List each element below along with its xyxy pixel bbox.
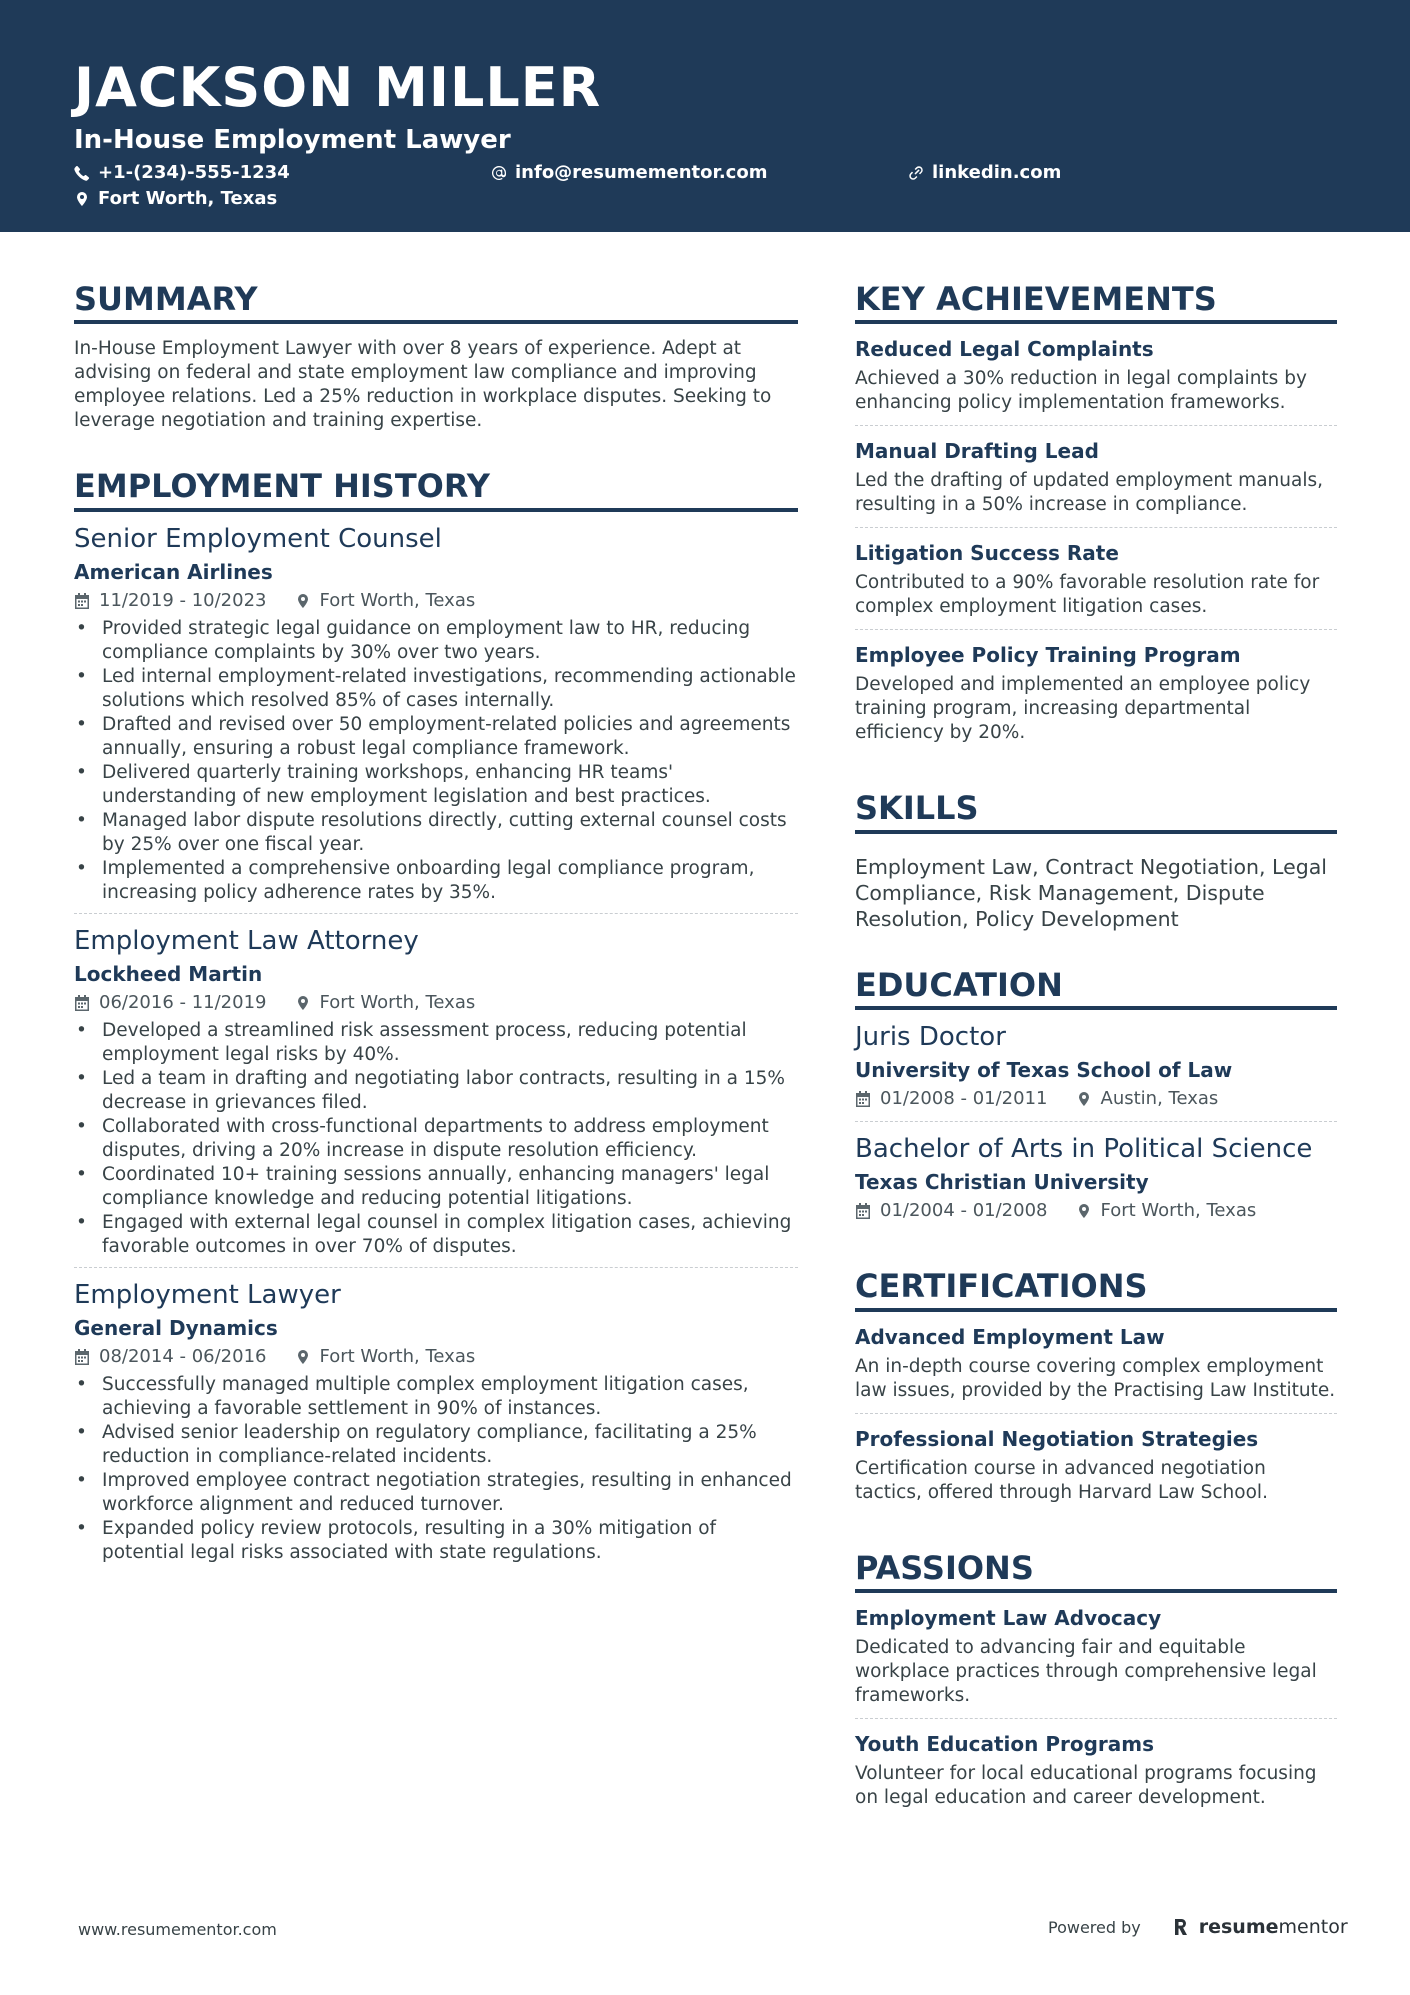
certification-item xyxy=(855,1414,1337,1515)
education-item xyxy=(855,1020,1337,1122)
certification-desc: An in-depth course covering complex employment law issues, provided by the Practising Law Institute. xyxy=(855,1355,1336,1401)
job-bullets xyxy=(74,1373,798,1565)
at-icon xyxy=(491,165,507,181)
job-title: Employment Lawyer xyxy=(74,1279,341,1310)
bullet-item: • Engaged with external legal counsel in complex litigation cases, achieving favorable outcomes in over 70% of disputes. xyxy=(74,1211,798,1259)
certifications-heading: CERTIFICATIONS xyxy=(855,1267,1337,1311)
bullet-item: • Improved employee contract negotiation strategies, resulting in enhanced workforce alignment and reduced turnover. xyxy=(74,1469,798,1517)
job-title: Senior Employment Counsel xyxy=(74,523,442,554)
certification-title: Advanced Employment Law xyxy=(855,1324,1165,1349)
job-dates: 11/2019 - 10/2023 xyxy=(99,589,267,611)
job-meta xyxy=(74,991,798,1015)
brand-name-bold: resume xyxy=(1198,1916,1279,1938)
bullet-item: • Developed a streamlined risk assessment process, reducing potential employment legal risks by 40%. xyxy=(74,1019,798,1067)
education-heading: EDUCATION xyxy=(855,966,1337,1010)
passion-title: Employment Law Advocacy xyxy=(855,1605,1162,1630)
map-pin-icon xyxy=(1076,1091,1092,1107)
job-entry xyxy=(74,522,798,914)
education-meta xyxy=(855,1199,1337,1223)
bullet-item: • Managed labor dispute resolutions directly, cutting external counsel costs by 25% over one fiscal year. xyxy=(74,809,798,857)
left-column xyxy=(74,280,798,1607)
link-icon xyxy=(908,165,924,181)
skills-heading: SKILLS xyxy=(855,789,1337,833)
map-pin-icon xyxy=(295,1349,311,1365)
passions-heading: PASSIONS xyxy=(855,1549,1337,1593)
education-degree: Bachelor of Arts in Political Science xyxy=(855,1134,1313,1165)
job-dates: 06/2016 - 11/2019 xyxy=(99,991,267,1013)
contact-email[interactable] xyxy=(491,162,767,183)
bullet-item: • Implemented a comprehensive onboarding legal compliance program, increasing policy adherence rates by 35%. xyxy=(74,857,798,905)
job-meta xyxy=(74,1345,798,1369)
job-dates: 08/2014 - 06/2016 xyxy=(99,1345,267,1367)
employment-heading: EMPLOYMENT HISTORY xyxy=(74,467,798,511)
achievements-section xyxy=(855,280,1337,755)
right-column xyxy=(855,280,1337,1854)
bullet-item: • Drafted and revised over 50 employment-related policies and agreements annually, ensuring a robust legal compliance framework. xyxy=(74,713,798,761)
footer-website[interactable]: www.resumementor.com xyxy=(78,1920,277,1939)
brand-logo-icon xyxy=(1173,1917,1189,1937)
education-location-text: Fort Worth, Texas xyxy=(1100,1200,1257,1222)
job-bullets xyxy=(74,1019,798,1259)
calendar-icon xyxy=(74,995,90,1011)
job-title: Employment Law Attorney xyxy=(74,925,419,956)
job-location-text: Fort Worth, Texas xyxy=(319,1345,476,1367)
phone-text: +1-(234)-555-1234 xyxy=(98,162,290,183)
bullet-item: • Successfully managed multiple complex employment litigation cases, achieving a favorable settlement in 90% of instances. xyxy=(74,1373,798,1421)
email-text: info@resumementor.com xyxy=(515,162,768,183)
phone-icon xyxy=(74,165,90,181)
contact-location xyxy=(74,188,277,209)
achievement-desc: Developed and implemented an employee policy training program, increasing departmental efficiency by 20%. xyxy=(855,674,1311,744)
education-section xyxy=(855,966,1337,1233)
bullet-item: • Led internal employment-related investigations, recommending actionable solutions which resolved 85% of cases internally. xyxy=(74,665,798,713)
contact-linkedin[interactable] xyxy=(908,162,1061,183)
job-entry xyxy=(74,924,798,1268)
contact-phone xyxy=(74,162,290,183)
employment-section xyxy=(74,467,798,1572)
resume-header xyxy=(0,0,1410,232)
education-school: Texas Christian University xyxy=(855,1170,1149,1195)
achievement-title: Reduced Legal Complaints xyxy=(855,337,1154,362)
education-item xyxy=(855,1132,1337,1233)
map-pin-icon xyxy=(295,995,311,1011)
achievement-title: Employee Policy Training Program xyxy=(855,643,1241,668)
job-location xyxy=(295,991,476,1015)
job-company: General Dynamics xyxy=(74,1315,278,1340)
map-pin-icon xyxy=(74,191,90,207)
summary-heading: SUMMARY xyxy=(74,280,798,324)
education-meta xyxy=(855,1087,1337,1111)
job-location-text: Fort Worth, Texas xyxy=(319,991,476,1013)
bullet-item: • Delivered quarterly training workshops, enhancing HR teams' understanding of new employment legislation and best practices. xyxy=(74,761,798,809)
passion-item xyxy=(855,1593,1337,1719)
job-location xyxy=(295,1345,476,1369)
passion-title: Youth Education Programs xyxy=(855,1731,1154,1756)
job-company: Lockheed Martin xyxy=(74,961,263,986)
job-location-text: Fort Worth, Texas xyxy=(319,589,476,611)
job-entry xyxy=(74,1278,798,1573)
calendar-icon xyxy=(74,593,90,609)
footer-brand xyxy=(1048,1916,1348,1938)
brand-name-light: mentor xyxy=(1278,1916,1348,1938)
bullet-item: • Provided strategic legal guidance on employment law to HR, reducing compliance complaints by 30% over two years. xyxy=(74,617,798,665)
brand-name xyxy=(1199,1916,1348,1938)
certification-item xyxy=(855,1312,1337,1414)
education-location xyxy=(1076,1199,1257,1223)
calendar-icon xyxy=(855,1203,871,1219)
summary-text: In-House Employment Lawyer with over 8 years of experience. Adept at advising on federal and state employment law compliance and improving employee relations. Led a 25% reduction in workplace disputes. Seeking to leverage negotiation and training expertise. xyxy=(74,338,772,432)
achievement-item xyxy=(855,324,1337,426)
achievement-title: Litigation Success Rate xyxy=(855,541,1119,566)
powered-by-label: Powered by xyxy=(1048,1917,1141,1937)
job-bullets xyxy=(74,617,798,905)
education-location-text: Austin, Texas xyxy=(1100,1088,1219,1110)
achievements-heading: KEY ACHIEVEMENTS xyxy=(855,280,1337,324)
candidate-role: In-House Employment Lawyer xyxy=(74,125,511,155)
skills-text: Employment Law, Contract Negotiation, Legal Compliance, Risk Management, Dispute Resolution, Policy Development xyxy=(855,854,1327,931)
bullet-item: • Collaborated with cross-functional departments to address employment disputes, driving a 20% increase in dispute resolution efficiency. xyxy=(74,1115,798,1163)
job-location xyxy=(295,589,476,613)
passion-desc: Volunteer for local educational programs focusing on legal education and career development. xyxy=(855,1762,1317,1808)
map-pin-icon xyxy=(1076,1203,1092,1219)
education-location xyxy=(1076,1087,1219,1111)
linkedin-text: linkedin.com xyxy=(932,162,1062,183)
bullet-item: • Led a team in drafting and negotiating labor contracts, resulting in a 15% decrease in grievances filed. xyxy=(74,1067,798,1115)
education-school: University of Texas School of Law xyxy=(855,1058,1233,1083)
education-dates: 01/2004 - 01/2008 xyxy=(880,1200,1048,1222)
bullet-item: • Coordinated 10+ training sessions annually, enhancing managers' legal compliance knowledge and reducing potential litigations. xyxy=(74,1163,798,1211)
skills-section xyxy=(855,789,1337,931)
certification-title: Professional Negotiation Strategies xyxy=(855,1426,1259,1451)
certification-desc: Certification course in advanced negotiation tactics, offered through Harvard Law School. xyxy=(855,1457,1268,1503)
achievement-item xyxy=(855,630,1337,755)
bullet-item: • Expanded policy review protocols, resulting in a 30% mitigation of potential legal risks associated with state regulations. xyxy=(74,1517,798,1565)
passion-item xyxy=(855,1719,1337,1820)
location-text: Fort Worth, Texas xyxy=(98,188,278,209)
achievement-item xyxy=(855,528,1337,630)
achievement-desc: Achieved a 30% reduction in legal complaints by enhancing policy implementation frameworks. xyxy=(855,368,1307,414)
education-degree: Juris Doctor xyxy=(855,1022,1006,1053)
candidate-name: JACKSON MILLER xyxy=(74,56,602,119)
job-company: American Airlines xyxy=(74,559,273,584)
calendar-icon xyxy=(855,1091,871,1107)
bullet-item: • Advised senior leadership on regulatory compliance, facilitating a 25% reduction in compliance-related incidents. xyxy=(74,1421,798,1469)
calendar-icon xyxy=(74,1349,90,1365)
achievement-desc: Led the drafting of updated employment manuals, resulting in a 50% increase in compliance. xyxy=(855,470,1323,516)
map-pin-icon xyxy=(295,593,311,609)
education-dates: 01/2008 - 01/2011 xyxy=(880,1088,1048,1110)
achievement-item xyxy=(855,426,1337,528)
achievement-title: Manual Drafting Lead xyxy=(855,439,1099,464)
summary-section xyxy=(74,280,798,433)
passions-section xyxy=(855,1549,1337,1820)
passion-desc: Dedicated to advancing fair and equitable workplace practices through comprehensive legal frameworks. xyxy=(855,1636,1317,1706)
job-meta xyxy=(74,589,798,613)
achievement-desc: Contributed to a 90% favorable resolution rate for complex employment litigation cases. xyxy=(855,572,1320,618)
certifications-section xyxy=(855,1267,1337,1514)
